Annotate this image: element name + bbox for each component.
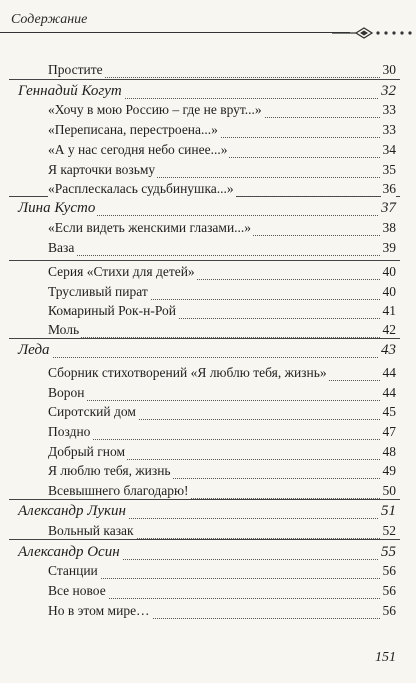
toc-page-number: 35: [382, 162, 396, 177]
toc-page-number: 34: [382, 142, 396, 157]
header-title: Содержание: [11, 12, 88, 27]
toc-title: Станции: [48, 563, 98, 578]
toc-entry: [48, 583, 396, 603]
section-divider: [9, 338, 400, 339]
toc-author: [18, 342, 396, 362]
toc-title: Вольный казак: [48, 523, 134, 538]
toc-title: «А у нас сегодня небо синее...»: [48, 142, 228, 157]
toc-page-number: 38: [382, 220, 396, 235]
toc-entry: [48, 322, 396, 342]
toc-author: [18, 544, 396, 564]
toc-title: Геннадий Когут: [18, 83, 122, 99]
toc-page-number: 37: [381, 200, 396, 216]
toc-title: Поздно: [48, 424, 91, 439]
toc-page-number: 48: [382, 444, 396, 459]
toc-entry: [48, 162, 396, 182]
toc-entry: [48, 404, 396, 424]
toc-page-number: 47: [382, 424, 396, 439]
toc-title: «Если видеть женскими глазами...»: [48, 220, 252, 235]
toc-entry: [48, 365, 396, 385]
toc-page-number: 44: [382, 365, 396, 380]
toc-entry: [48, 483, 396, 503]
toc-title: Добрый гном: [48, 444, 126, 459]
toc-page-number: 40: [382, 284, 396, 299]
toc-page-number: 43: [381, 342, 396, 358]
toc-entry: [48, 463, 396, 483]
toc-entry: [48, 122, 396, 142]
toc-entry: [48, 264, 396, 284]
toc-entry: [48, 563, 396, 583]
dot-leader: [48, 255, 396, 256]
toc-page-number: 52: [382, 523, 396, 538]
toc-title: Сборник стихотворений «Я люблю тебя, жизнь»: [48, 365, 327, 380]
toc-title: Все новое: [48, 583, 106, 598]
dot-leader: [48, 400, 396, 401]
toc-page-number: 42: [382, 322, 396, 337]
toc-entry: [48, 303, 396, 323]
toc-page-number: 39: [382, 240, 396, 255]
toc-title: Александр Осин: [18, 544, 120, 560]
toc-entry: [48, 424, 396, 444]
toc-title: Трусливый пират: [48, 284, 148, 299]
toc-entry: [48, 603, 396, 623]
toc-title: «Хочу в мою Россию – где не врут...»: [48, 102, 262, 117]
toc-title: Сиротский дом: [48, 404, 136, 419]
toc-author: [18, 503, 396, 523]
toc-entry: [48, 102, 396, 122]
toc-page-number: 36: [382, 181, 396, 196]
toc-title: Ворон: [48, 385, 85, 400]
header-rule: [0, 32, 350, 33]
toc-entry: [48, 284, 396, 304]
toc-entry: [48, 181, 396, 201]
toc-page-number: 49: [382, 463, 396, 478]
toc-title: Всевышнего благодарю!: [48, 483, 189, 498]
toc-page-number: 51: [381, 503, 396, 519]
toc-page-number: 45: [382, 404, 396, 419]
section-divider: [9, 260, 400, 261]
toc-title: Лина Кусто: [18, 200, 96, 216]
section-divider: [9, 79, 400, 80]
toc-title: Серия «Стихи для детей»: [48, 264, 195, 279]
toc-entry: [48, 220, 396, 240]
toc-entry: [48, 444, 396, 464]
page-number: 151: [375, 650, 396, 665]
dot-leader: [48, 337, 396, 338]
toc-title: Я люблю тебя, жизнь: [48, 463, 171, 478]
toc-page-number: 56: [382, 603, 396, 618]
toc-title: Простите: [48, 62, 103, 77]
toc-author: [18, 200, 396, 220]
dot-leader: [48, 578, 396, 579]
toc-page-number: 33: [382, 102, 396, 117]
toc-entry: [48, 385, 396, 405]
toc-entry: [48, 523, 396, 543]
toc-page-number: 44: [382, 385, 396, 400]
toc-title: «Расплескалась судьбинушка...»: [48, 181, 234, 196]
toc-title: Я карточки возьму: [48, 162, 156, 177]
running-header: [0, 0, 416, 36]
toc-page-number: 33: [382, 122, 396, 137]
toc-title: «Переписана, перестроена...»: [48, 122, 218, 137]
toc-title: Ваза: [48, 240, 75, 255]
ornament-icon: [330, 24, 416, 42]
toc-entry: [48, 142, 396, 162]
toc-title: Леда: [18, 342, 50, 358]
toc-page-number: 56: [382, 563, 396, 578]
toc-title: Но в этом мире…: [48, 603, 150, 618]
toc-title: Александр Лукин: [18, 503, 127, 519]
toc-page-number: 30: [382, 62, 396, 77]
dot-leader: [48, 439, 396, 440]
toc-page-number: 41: [382, 303, 396, 318]
section-divider: [9, 499, 400, 500]
dot-leader: [18, 357, 396, 358]
toc-entry: [48, 240, 396, 260]
toc-page-number: 56: [382, 583, 396, 598]
toc-page-number: 40: [382, 264, 396, 279]
section-divider: [9, 539, 400, 540]
toc-page-number: 50: [382, 483, 396, 498]
toc-page-number: 55: [381, 544, 396, 560]
toc-page-number: 32: [381, 83, 396, 99]
toc-author: [18, 83, 396, 103]
toc-title: Комариный Рок-н-Рой: [48, 303, 176, 318]
toc-title: Моль: [48, 322, 80, 337]
